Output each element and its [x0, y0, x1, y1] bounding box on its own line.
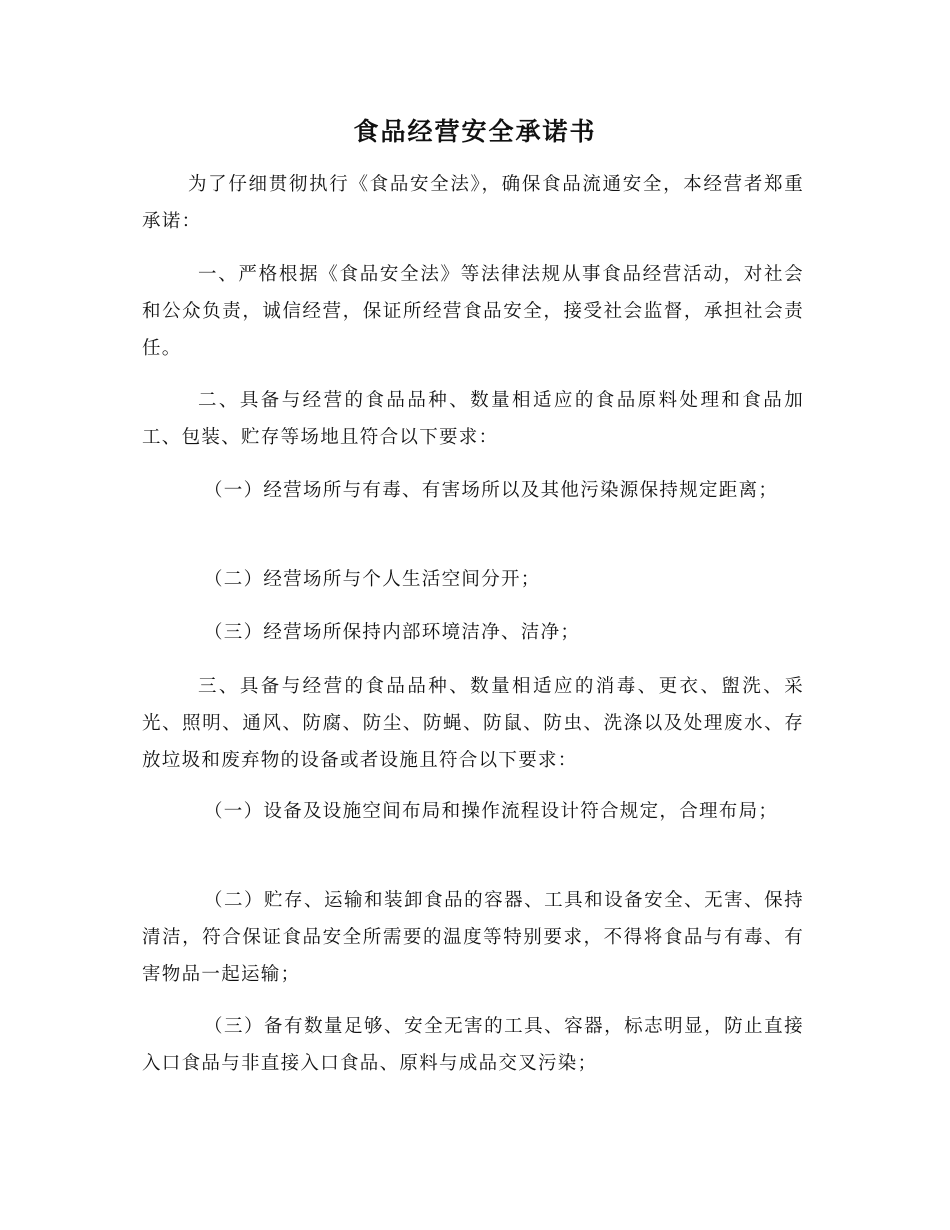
clause-2-item-3: （三）经营场所保持内部环境洁净、洁净；	[204, 622, 581, 643]
clause-3-item-2: （二）贮存、运输和装卸食品的容器、工具和设备安全、无害、保持清洁，符合保证食品安全所需要的温度等特别要求，不得将食品与有毒、有害物品一起运输；	[142, 890, 804, 985]
document-title: 食品经营安全承诺书	[353, 117, 597, 146]
clause-3-item-1: （一）设备及设施空间布局和操作流程设计符合规定，合理布局；	[204, 801, 779, 822]
clause-2-item-2: （二）经营场所与个人生活空间分开；	[204, 569, 541, 590]
clause-2-paragraph: 二、具备与经营的食品品种、数量相适应的食品原料处理和食品加工、包装、贮存等场地且符合以下要求：	[142, 390, 804, 448]
clause-1-paragraph: 一、严格根据《食品安全法》等法律法规从事食品经营活动，对社会和公众负责，诚信经营，保证所经营食品安全，接受社会监督，承担社会责任。	[142, 264, 804, 359]
clause-2-item-1: （一）经营场所与有毒、有害场所以及其他污染源保持规定距离；	[204, 480, 779, 501]
clause-3-item-3: （三）备有数量足够、安全无害的工具、容器，标志明显，防止直接入口食品与非直接入口食品、原料与成品交叉污染；	[142, 1016, 804, 1074]
clause-3-paragraph: 三、具备与经营的食品品种、数量相适应的消毒、更衣、盥洗、采光、照明、通风、防腐、防尘、防蝇、防鼠、防虫、洗涤以及处理废水、存放垃圾和废弃物的设备或者设施且符合以下要求：	[142, 676, 804, 771]
intro-paragraph: 为了仔细贯彻执行《食品安全法》，确保食品流通安全，本经营者郑重承诺：	[142, 174, 804, 232]
